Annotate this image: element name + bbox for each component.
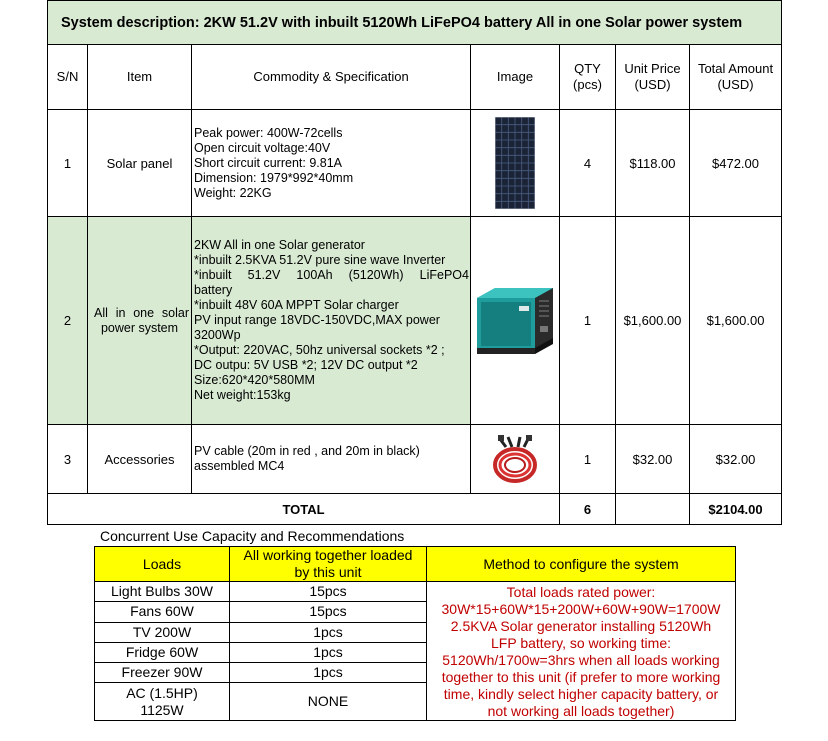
row-item: All in one solar power system [88,217,192,425]
pv-cable-icon [490,433,540,485]
total-label: TOTAL [48,494,560,525]
col-header-sn: S/N [48,45,88,110]
concurrent-table [94,546,736,721]
solar-generator-icon [473,284,557,358]
row-total: $1,600.00 [690,217,782,425]
solar-panel-icon [495,117,535,209]
row-qty: 1 [560,425,616,494]
col-header-qty: QTY (pcs) [560,45,616,110]
load-name: Freezer 90W [95,663,230,683]
col-header-unit-price: Unit Price (USD) [616,45,690,110]
row-unit-price: $32.00 [616,425,690,494]
concurrent-caption: Concurrent Use Capacity and Recommendations [100,528,405,544]
row-qty: 4 [560,110,616,217]
load-qty: 1pcs [230,663,427,683]
col-header-loads: Loads [95,547,230,582]
row-item: Solar panel [88,110,192,217]
row-total: $472.00 [690,110,782,217]
system-table [47,0,782,525]
total-unit-price-empty [616,494,690,525]
row-unit-price: $1,600.00 [616,217,690,425]
row-spec: PV cable (20m in red , and 20m in black) assembled MC4 [192,425,471,494]
row-unit-price: $118.00 [616,110,690,217]
method-text: Total loads rated power: 30W*15+60W*15+200W+60W+90W=1700W 2.5KVA Solar generator installing 5120Wh LFP battery, so working time: 5120Wh/1700w=3hrs when all loads working together to this unit (if prefer to more working time, kindly select higher capacity battery, or not working all loads together) [427,582,736,721]
table-row [48,110,782,217]
row-sn: 2 [48,217,88,425]
load-name: Light Bulbs 30W [95,582,230,602]
row-qty: 1 [560,217,616,425]
load-qty: 1pcs [230,642,427,662]
total-row [48,494,782,525]
system-title: System description: 2KW 51.2V with inbuilt 5120Wh LiFePO4 battery All in one Solar power system [48,1,782,45]
load-name: AC (1.5HP) 1125W [95,683,230,721]
row-total: $32.00 [690,425,782,494]
row-spec: 2KW All in one Solar generator *inbuilt 2.5KVA 51.2V pure sine wave Inverter *inbuilt 51.2V 100Ah (5120Wh) LiFePO4 battery *inbuilt 48V 60A MPPT Solar charger PV input range 18VDC-150VDC,MAX power 3200Wp *Output: 220VAC, 50hz universal sockets *2 ; DC outpu: 5V USB *2; 12V DC output *2 Size:620*420*580MM Net weight:153kg [192,217,471,425]
row-item: Accessories [88,425,192,494]
solar-panel-image [471,110,560,217]
solar-generator-image [471,217,560,425]
col-header-spec: Commodity & Specification [192,45,471,110]
load-qty: 1pcs [230,622,427,642]
load-row [95,582,736,602]
col-header-image: Image [471,45,560,110]
row-sn: 3 [48,425,88,494]
col-header-item: Item [88,45,192,110]
row-spec: Peak power: 400W-72cells Open circuit voltage:40V Short circuit current: 9.81A Dimension: 1979*992*40mm Weight: 22KG [192,110,471,217]
total-qty: 6 [560,494,616,525]
load-qty: 15pcs [230,602,427,622]
load-name: TV 200W [95,622,230,642]
load-qty: 15pcs [230,582,427,602]
table-row [48,425,782,494]
pv-cable-image [471,425,560,494]
col-header-method: Method to configure the system [427,547,736,582]
col-header-total-amount: Total Amount (USD) [690,45,782,110]
load-name: Fridge 60W [95,642,230,662]
row-sn: 1 [48,110,88,217]
col-header-together: All working together loaded by this unit [230,547,427,582]
table-row [48,217,782,425]
load-qty: NONE [230,683,427,721]
load-name: Fans 60W [95,602,230,622]
total-amount: $2104.00 [690,494,782,525]
